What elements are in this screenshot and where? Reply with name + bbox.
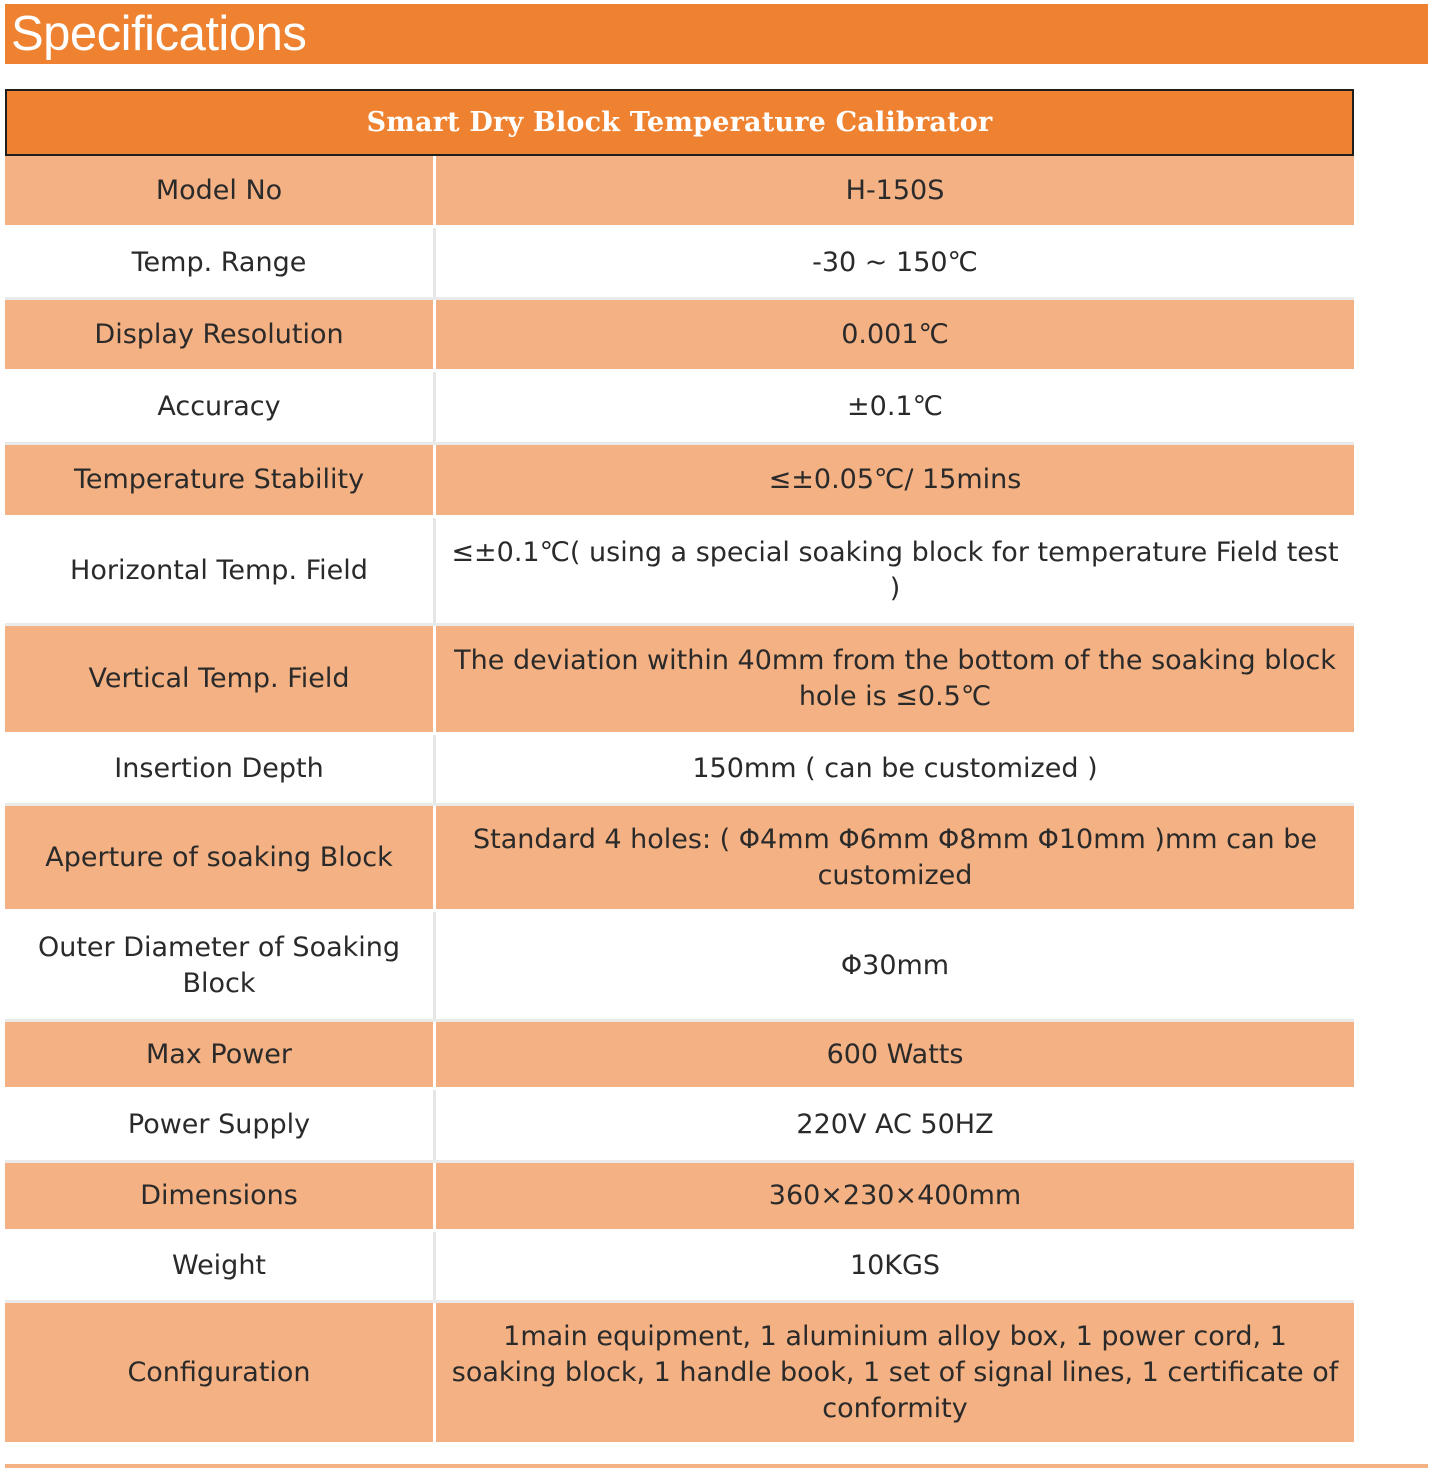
table-row <box>5 1232 1354 1303</box>
spec-value: Standard 4 holes: ( Φ4mm Φ6mm Φ8mm Φ10mm )mm can be customized <box>473 823 1317 891</box>
spec-value: 0.001℃ <box>841 318 949 350</box>
table-row <box>5 1303 1354 1445</box>
table-row <box>5 1090 1354 1163</box>
spec-value: 10KGS <box>849 1250 941 1281</box>
bottom-divider <box>5 1464 1428 1468</box>
spec-label: Weight <box>5 1232 436 1300</box>
spec-value: -30 ~ 150℃ <box>812 246 978 278</box>
spec-value: ≤±0.05℃/ 15mins <box>768 464 1022 495</box>
table-title-row <box>5 89 1354 156</box>
spec-value: 600 Watts <box>826 1038 964 1070</box>
spec-label: Vertical Temp. Field <box>5 626 436 732</box>
spec-label: Aperture of soaking Block <box>5 806 436 909</box>
spec-label: Temp. Range <box>5 228 436 297</box>
spec-label: Horizontal Temp. Field <box>5 518 436 623</box>
table-row <box>5 372 1354 445</box>
spec-label: Temperature Stability <box>5 445 436 515</box>
spec-table <box>5 89 1354 1445</box>
spec-label: Power Supply <box>5 1090 436 1160</box>
table-row <box>5 300 1354 372</box>
spec-label: Accuracy <box>5 372 436 442</box>
table-row <box>5 1022 1354 1090</box>
spec-value: ±0.1℃ <box>847 391 943 422</box>
spec-value: The deviation within 40mm from the bottom of the soaking block hole is ≤0.5℃ <box>454 645 1336 712</box>
page-title: Specifications <box>11 7 307 61</box>
spec-value: 360×230×400mm <box>768 1180 1022 1211</box>
spec-label: Display Resolution <box>5 300 436 369</box>
spec-label: Configuration <box>5 1303 436 1442</box>
spec-label: Outer Diameter of Soaking Block <box>5 912 436 1019</box>
spec-value: 1main equipment, 1 aluminium alloy box, 1 power cord, 1 soaking block, 1 handle book, 1 set of signal lines, 1 certificate of conformity <box>451 1320 1339 1424</box>
spec-label: Model No <box>5 156 436 225</box>
table-row <box>5 518 1354 626</box>
table-row <box>5 156 1354 228</box>
table-row <box>5 445 1354 518</box>
spec-label: Max Power <box>5 1022 436 1087</box>
table-row <box>5 735 1354 806</box>
spec-label: Insertion Depth <box>5 735 436 803</box>
table-row <box>5 228 1354 300</box>
spec-label: Dimensions <box>5 1163 436 1229</box>
table-row <box>5 626 1354 735</box>
table-title: Smart Dry Block Temperature Calibrator <box>366 107 993 138</box>
table-row <box>5 806 1354 912</box>
spec-value: 220V AC 50HZ <box>796 1109 994 1140</box>
table-row <box>5 912 1354 1022</box>
table-row <box>5 1163 1354 1232</box>
spec-value: Φ30mm <box>840 949 950 981</box>
spec-value: ≤±0.1℃( using a special soaking block for temperature Field test ) <box>451 536 1339 604</box>
spec-value: 150mm ( can be customized ) <box>692 753 1098 784</box>
specifications-banner <box>5 4 1428 64</box>
spec-value: H-150S <box>845 174 945 206</box>
